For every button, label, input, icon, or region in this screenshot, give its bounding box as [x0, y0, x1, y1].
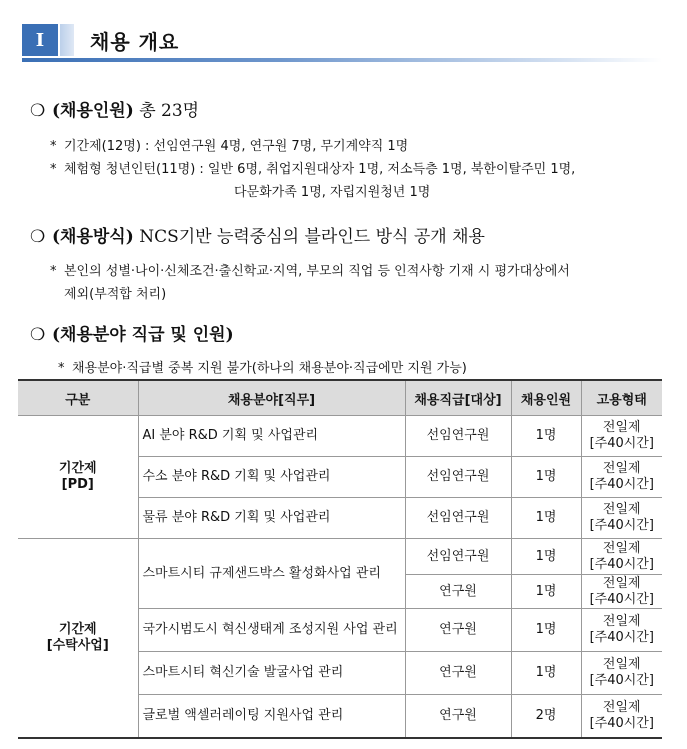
type-cell: 전일제 [주40시간] — [581, 652, 662, 695]
type-cell: 전일제 [주40시간] — [581, 416, 662, 457]
count-cell: 2명 — [511, 695, 581, 738]
circle-bullet-icon: ❍ — [30, 227, 46, 247]
table-header-row — [18, 380, 662, 416]
asterisk-icon: * — [50, 264, 57, 279]
count-cell: 1명 — [511, 652, 581, 695]
group-contract: 기간제 [수탁사업] — [18, 539, 138, 738]
header-field: 채용분야[직무] — [138, 380, 405, 416]
circle-bullet-icon: ❍ — [30, 325, 46, 345]
header-category: 구분 — [18, 380, 138, 416]
recruit-method-note-cont: 제외(부적합 처리) — [64, 287, 167, 302]
recruitment-table — [18, 379, 662, 739]
count-cell: 1명 — [511, 498, 581, 539]
table-row — [18, 539, 662, 575]
recruit-field-label: (채용분야 직급 및 인원) — [52, 325, 234, 345]
type-cell: 전일제 [주40시간] — [581, 498, 662, 539]
header-count: 채용인원 — [511, 380, 581, 416]
field-cell: AI 분야 R&D 기획 및 사업관리 — [138, 416, 405, 457]
field-cell: 글로벌 액셀러레이팅 지원사업 관리 — [138, 695, 405, 738]
count-cell: 1명 — [511, 609, 581, 652]
type-cell: 전일제 [주40시간] — [581, 695, 662, 738]
rank-cell: 선임연구원 — [405, 539, 511, 575]
recruit-count-text: 총 23명 — [139, 101, 200, 121]
table-row — [18, 416, 662, 457]
rank-cell: 선임연구원 — [405, 457, 511, 498]
type-cell: 전일제 [주40시간] — [581, 575, 662, 609]
field-cell: 물류 분야 R&D 기획 및 사업관리 — [138, 498, 405, 539]
count-cell: 1명 — [511, 539, 581, 575]
group-pd: 기간제 [PD] — [18, 416, 138, 539]
field-cell: 스마트시티 규제샌드박스 활성화사업 관리 — [138, 539, 405, 609]
rank-cell: 선임연구원 — [405, 498, 511, 539]
header-rank: 채용직급[대상] — [405, 380, 511, 416]
field-cell: 국가시범도시 혁신생태계 조성지원 사업 관리 — [138, 609, 405, 652]
section-title: 채용 개요 — [90, 30, 180, 54]
rank-cell: 연구원 — [405, 609, 511, 652]
type-cell: 전일제 [주40시간] — [581, 457, 662, 498]
recruit-method-text: NCS기반 능력중심의 블라인드 방식 공개 채용 — [139, 227, 485, 247]
field-cell: 스마트시티 혁신기술 발굴사업 관리 — [138, 652, 405, 695]
rank-cell: 연구원 — [405, 652, 511, 695]
asterisk-icon: * — [50, 139, 57, 154]
rank-cell: 연구원 — [405, 695, 511, 738]
recruit-count-note-2-cont: 다문화가족 1명, 자립지원청년 1명 — [234, 185, 431, 200]
recruit-count-note-2: * 체험형 청년인턴(11명) : 일반 6명, 취업지원대상자 1명, 저소득층 1명, 북한이탈주민 1명, — [50, 162, 576, 177]
type-cell: 전일제 [주40시간] — [581, 539, 662, 575]
section-number: I — [22, 24, 58, 56]
asterisk-icon: * — [50, 162, 57, 177]
circle-bullet-icon: ❍ — [30, 101, 46, 121]
recruit-count-note-1: * 기간제(12명) : 선임연구원 4명, 연구원 7명, 무기계약직 1명 — [50, 139, 409, 154]
count-cell: 1명 — [511, 457, 581, 498]
recruit-method-note: * 본인의 성별·나이·신체조건·출신학교·지역, 부모의 직업 등 인적사항 기재 시 평가대상에서 — [50, 264, 570, 279]
recruit-field-note: * 채용분야·직급별 중복 지원 불가(하나의 채용분야·직급에만 지원 가능) — [58, 361, 467, 376]
section-underline — [22, 58, 662, 62]
type-cell: 전일제 [주40시간] — [581, 609, 662, 652]
count-cell: 1명 — [511, 575, 581, 609]
field-cell: 수소 분야 R&D 기획 및 사업관리 — [138, 457, 405, 498]
recruit-count-label: (채용인원) — [52, 101, 134, 121]
asterisk-icon: * — [58, 361, 65, 376]
recruit-method-label: (채용방식) — [52, 227, 134, 247]
recruit-field-heading — [30, 320, 234, 345]
count-cell: 1명 — [511, 416, 581, 457]
rank-cell: 선임연구원 — [405, 416, 511, 457]
header-type: 고용형태 — [581, 380, 662, 416]
recruit-method-heading — [30, 222, 485, 247]
recruit-count-heading — [30, 96, 199, 121]
rank-cell: 연구원 — [405, 575, 511, 609]
section-header — [22, 20, 662, 60]
section-number-shadow — [60, 24, 74, 56]
